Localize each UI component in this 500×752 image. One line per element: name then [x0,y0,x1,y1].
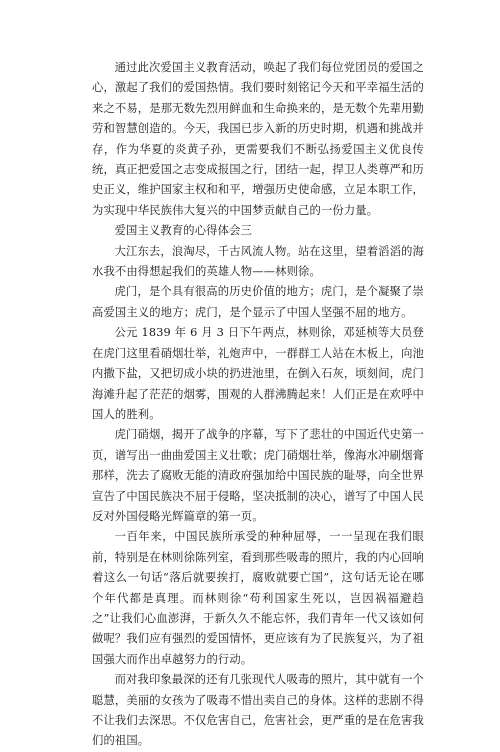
paragraph-century: 一百年来，中国民族所承受的种种屈辱，一一呈现在我们眼前，特别是在林则徐陈列室，看到那些吸毒的照片，我的内心回响着这么一句话“落后就要挨打，腐败就要亡国”，这句话无论在哪个年代都是真理。而林则徐“苟利国家生死以，岂因祸福避趋之”让我们心血澎湃，于新久久不能忘怀，我们青年一代又该如何做呢？我们应有强烈的爱国情怀，更应该有为了民族复兴，为了祖国强大而作出卓越努力的行动。 [92,530,424,666]
section-heading: 爱国主义教育的心得体会三 [114,224,252,238]
document-page [92,58,424,752]
paragraph-humen: 虎门，是个具有很高的历史价值的地方；虎门，是个凝聚了崇高爱国主义的地方；虎门，是个显示了中国人坚强不屈的地方。 [92,285,424,319]
paragraph-intro-continuation: 通过此次爱国主义教育活动，唤起了我们每位党团员的爱国之心，激起了我们的爱国热情。我们要时刻铭记今天和平幸福生活的来之不易，是那无数先烈用鲜血和生命换来的，是无数个先辈用勤劳和智慧创造的。今天，我国已步入新的历史时期，机遇和挑战并存，作为华夏的炎黄子孙，更需要我们不断弘扬爱国主义优良传统，真正把爱国之志变成报国之行，团结一起，捍卫人类尊严和历史正义，维护国家主权和和平，增强历史使命感，立足本职工作，为实现中华民族伟大复兴的中国梦贡献自己的一份力量。 [92,61,424,217]
paragraph-1839: 公元 1839 年 6 月 3 日下午两点，林则徐，邓延桢等大员登在虎门这里看硝烟壮举，礼炮声中，一群群工人站在木板上，向池内撒下盐，又把切成小块的扔进池里，在倒入石灰，顷刻间，虎门海滩升起了茫茫的烟雾，围观的人群沸腾起来！人们正是在欢呼中国人的胜利。 [92,326,424,421]
paragraph-impression: 而对我印象最深的还有几张现代人吸毒的照片，其中就有一个聪慧，美丽的女孩为了吸毒不惜出卖自己的身体。这样的悲剧不得不让我们去深思。不仅危害自己，危害社会，更严重的是在危害我们的祖国。 [92,673,424,748]
paragraph-humen-smoke: 虎门硝烟，揭开了战争的序幕，写下了悲壮的中国近代史第一页，谱写出一曲曲爱国主义壮歌；虎门硝烟壮举，像海水冲刷烟膏那样，洗去了腐败无能的清政府强加给中国民族的耻辱，向全世界宣告了中国民族决不屈于侵略，坚决抵制的决心，谱写了中国人民反对外国侵略光辉篇章的第一页。 [92,428,424,523]
paragraph-opening: 大江东去，浪淘尽，千古风流人物。站在这里，望着滔滔的海水我不由得想起我们的英雄人物——林则徐。 [92,244,424,279]
